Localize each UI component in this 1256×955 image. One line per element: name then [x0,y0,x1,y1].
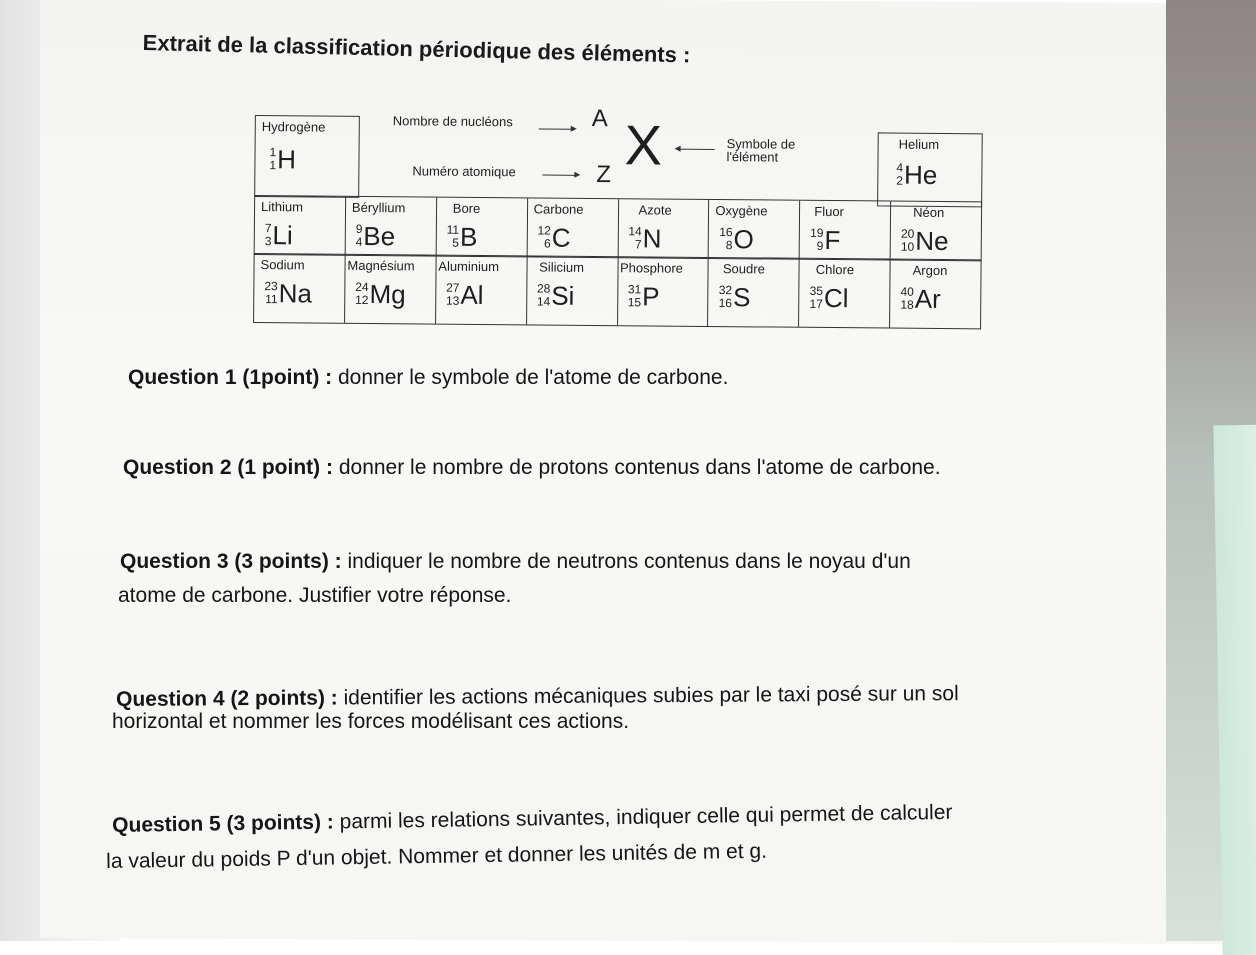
atomic-number: 17 [809,296,823,311]
element-cell [800,201,891,260]
atomic-number: 6 [543,236,551,251]
nuclide [628,223,661,253]
element-cell [527,198,618,257]
atomic-number: 2 [896,173,904,188]
element-name: Carbone [533,201,584,217]
nuclide [901,226,949,256]
element-name: Bore [452,200,481,216]
question-label: Question 4 (2 points) : [116,686,338,711]
mass-number: 31 [627,282,642,297]
element-name: Béryllium [351,199,406,216]
nuclide [809,283,848,313]
key-atomic-number-label: Numéro atomique [412,163,516,180]
arrow-right-icon [539,128,575,129]
nuclide [719,282,751,312]
mass-number: 12 [537,223,551,238]
element-symbol: Mg [369,279,406,310]
nuclide [896,160,937,190]
mass-number: 14 [628,224,642,239]
atomic-number: 7 [634,237,642,252]
atomic-number: 13 [445,293,460,308]
element-name: Argon [912,262,948,279]
element-symbol: P [642,281,660,312]
nuclide [810,225,841,255]
atomic-number: 11 [265,292,278,307]
atomic-number: 9 [816,238,824,253]
nuclide [355,279,406,309]
element-cell [345,255,436,324]
mass-number: 32 [718,283,733,298]
element-cell [436,198,527,257]
question-label: Question 2 (1 point) : [123,456,333,479]
element-name: Néon [913,204,945,221]
atomic-number: 12 [355,292,369,307]
element-cell [527,256,618,325]
element-symbol: N [642,223,662,254]
nuclide [264,278,312,308]
element-cell [799,259,890,328]
element-name: Phosphore [619,260,684,276]
nuclide [900,284,941,314]
atomic-number: 16 [718,296,733,311]
mass-number: 20 [900,226,915,241]
element-name: Soudre [722,261,765,277]
atomic-number: 14 [536,294,551,309]
element-cell [255,196,346,255]
element-cell [436,256,527,325]
element-symbol: Cl [823,282,849,314]
atomic-number: 18 [900,297,914,312]
periodic-row-2 [254,195,982,261]
element-name: Fluor [814,203,844,220]
mass-number: 16 [719,225,733,240]
nuclide [269,144,296,174]
element-symbol: Al [460,279,484,311]
arrow-left-icon [677,149,715,150]
nuclide [446,222,477,252]
nuclide [719,224,754,254]
question-text: identifier les actions mécaniques subies par le taxi posé sur un sol [337,682,959,710]
atomic-number: 1 [269,158,277,173]
question-3-continuation: atome de carbone. Justifier votre réponse. [118,584,512,607]
element-symbol: O [733,224,754,255]
question-3 [120,550,911,574]
element-name: Azote [638,202,672,218]
question-2 [123,456,941,480]
atomic-number: 8 [725,238,733,253]
element-cell [708,258,799,327]
element-cell [891,202,981,261]
mass-number: 27 [446,280,460,295]
mass-number: 4 [896,160,904,175]
mass-number: 28 [536,281,551,296]
key-symbol-label-1: Symbole de [726,136,796,152]
element-cell-helium [877,132,983,207]
atomic-number: 15 [627,295,642,310]
element-symbol: S [732,282,751,313]
question-5-continuation: la valeur du poids P d'un objet. Nommer et donner les unités de m et g. [106,839,768,873]
question-label: Question 5 (3 points) : [112,810,335,837]
key-letter-z: Z [596,160,612,189]
element-symbol: F [824,224,841,256]
element-cell [618,257,709,326]
element-name: Oxygène [715,203,768,219]
element-symbol: H [277,144,297,175]
arrow-right-icon [542,175,578,176]
question-text: donner le symbole de l'atome de carbone. [332,366,729,389]
element-name: Sodium [260,257,305,273]
mass-number: 19 [810,225,824,240]
atomic-number: 3 [264,234,272,249]
mass-number: 23 [264,279,278,294]
element-symbol: Ne [915,225,949,257]
element-symbol: Li [272,220,293,251]
element-cell [346,197,437,256]
element-symbol: He [903,159,938,190]
element-cell [709,200,800,259]
element-symbol: Na [278,278,313,309]
key-symbol-label-2: l'élément [726,149,779,165]
periodic-row-3 [253,253,982,329]
element-symbol: C [551,222,571,253]
key-letter-a: A [591,104,608,133]
question-text: parmi les relations suivantes, indiquer celle qui permet de calculer [333,800,953,834]
mass-number: 11 [446,222,460,237]
nuclide [356,221,396,251]
mass-number: 40 [900,284,914,299]
element-symbol: Si [551,280,575,311]
element-cell [254,254,345,323]
mass-number: 9 [355,221,363,236]
question-label: Question 3 (3 points) : [120,550,342,573]
atomic-number: 4 [355,234,363,249]
key-symbol-x: X [624,113,663,177]
mass-number: 24 [355,279,369,294]
element-symbol: Ar [914,283,941,314]
key-nucleons-label: Nombre de nucléons [392,113,513,130]
element-cell-hydrogen [254,115,360,198]
element-symbol: Be [363,220,396,252]
atomic-number: 10 [900,239,915,254]
mass-number: 35 [809,283,824,298]
nuclide [628,281,660,311]
nuclide [446,280,484,310]
question-text: indiquer le nombre de neutrons contenus dans le noyau d'un [341,550,911,573]
question-1 [128,366,728,390]
element-name: Chlore [815,261,855,278]
element-symbol: B [459,221,478,252]
element-cell [890,260,980,329]
element-name: Magnésium [347,257,415,274]
element-name: Helium [898,136,940,152]
page-title: Extrait de la classification périodique des éléments : [142,30,691,68]
mass-number: 7 [264,221,272,236]
atomic-number: 5 [452,235,460,250]
element-name: Lithium [261,199,304,215]
element-name: Silicium [539,259,585,275]
element-name: Hydrogène [261,119,326,135]
periodic-table-extract [253,100,985,336]
nuclide [265,220,293,250]
nuclide [537,222,570,252]
question-text: donner le nombre de protons contenus dans l'atome de carbone. [333,456,941,479]
question-label: Question 1 (1point) : [128,366,333,389]
element-cell [618,199,709,258]
question-4-continuation: horizontal et nommer les forces modélisant ces actions. [112,710,630,733]
nuclide [537,280,575,310]
element-name: Aluminium [438,258,500,275]
mass-number: 1 [269,145,277,160]
